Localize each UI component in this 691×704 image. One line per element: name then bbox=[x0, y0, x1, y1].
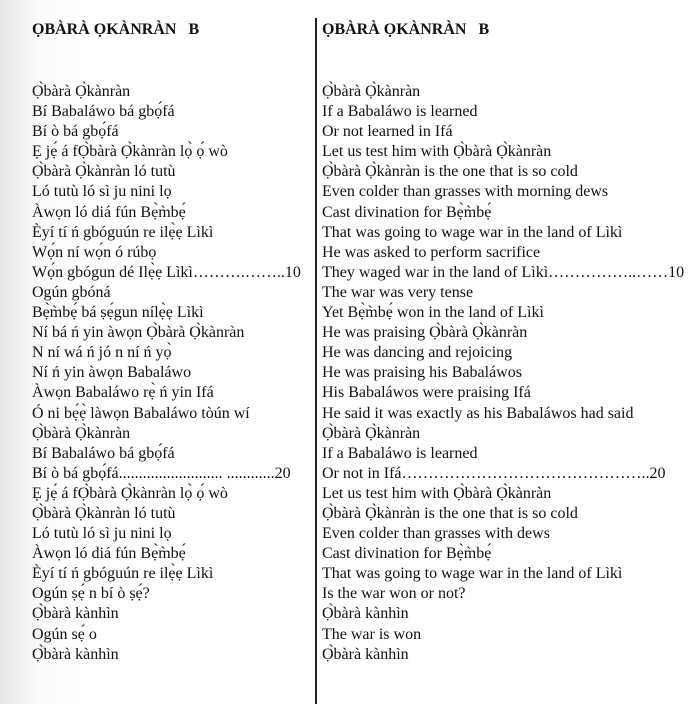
verse-line: Ogún sẹ́ o bbox=[32, 625, 97, 643]
verse-line: Èyí tí ń gbóguún re ilẹ̀ẹ Lìkì bbox=[32, 565, 214, 583]
verse-line: Yet Bẹ̀m̀bẹ́ won in the land of Lìkì bbox=[322, 304, 544, 322]
column-divider bbox=[315, 18, 317, 704]
verse-line: Bí ò bá gbọ́fá bbox=[32, 123, 119, 141]
english-verse-lines bbox=[322, 82, 684, 665]
verse-line: Or not learned in Ifá bbox=[322, 123, 453, 141]
verse-line: Àwọn ló diá fún Bẹ̀m̀bẹ́ bbox=[32, 203, 186, 221]
verse-line: Ọ̀bàrà kànhìn bbox=[32, 605, 119, 623]
yoruba-heading: ỌBÀRÀ ỌKÀNRÀN B bbox=[32, 21, 200, 38]
verse-line: Ogún ṣẹ́ n bí ò ṣẹ́? bbox=[32, 585, 150, 603]
verse-line: If a Babaláwo is learned bbox=[322, 103, 478, 121]
verse-line: Ọ̀bàrà Ọ̀kànràn bbox=[32, 83, 131, 100]
verse-line: Bẹ̀m̀bẹ́ bá ṣẹ́gun nílẹ̀ẹ Lìkì bbox=[32, 304, 204, 322]
verse-line: He was asked to perform sacrifice bbox=[322, 243, 541, 261]
verse-line: Cast divination for Bẹ̀m̀bẹ́ bbox=[322, 203, 492, 221]
verse-line: Ọ̀bàrà kànhìn bbox=[322, 645, 409, 663]
verse-line: Let us test him with Ọ̀bàrà Ọ̀kànràn bbox=[322, 143, 552, 161]
verse-line: Ogún gbóná bbox=[32, 283, 111, 301]
verse-line: Ọ̀bàrà Ọ̀kànràn bbox=[32, 424, 131, 442]
verse-line: Ọ̀bàrà Ọ̀kànràn bbox=[322, 83, 421, 100]
yoruba-verse-lines bbox=[32, 82, 301, 665]
verse-line: Ní ń yin àwọn Babaláwo bbox=[32, 364, 192, 382]
verse-line: Ọ̀bàrà Ọ̀kànràn ló tutù bbox=[32, 163, 176, 181]
verse-line: Ló tutù ló sì ju nini lọ bbox=[32, 183, 172, 201]
verse-line: If a Babaláwo is learned bbox=[322, 444, 478, 462]
verse-line: Ẹ jẹ́ á fỌ̀bàrà Ọ̀kànràn lọ̀ ọ́ wò bbox=[32, 484, 228, 502]
verse-line: Even colder than grasses with dews bbox=[322, 525, 550, 543]
verse-line: N ní wá ń jó n ní ń yọ̀ bbox=[32, 344, 172, 362]
verse-line: That was going to wage war in the land of Lìkì bbox=[322, 565, 623, 583]
verse-line: Èyí tí ń gbóguún re ilẹ̀ẹ Lìkì bbox=[32, 223, 214, 241]
verse-line: Bí Babaláwo bá gbọ́fá bbox=[32, 444, 175, 462]
verse-line: His Babaláwos were praising Ifá bbox=[322, 384, 531, 402]
verse-line: Is the war won or not? bbox=[322, 585, 466, 603]
verse-line: They waged war in the land of Lìkì……………..……10 bbox=[322, 263, 685, 281]
verse-line: Or not in Ifá………………………………………..20 bbox=[322, 464, 666, 482]
verse-line: The war was very tense bbox=[322, 283, 474, 301]
verse-line: Cast divination for Bẹ̀m̀bẹ́ bbox=[322, 545, 492, 563]
verse-line: Ọ̀bàrà Ọ̀kànràn ló tutù bbox=[32, 504, 176, 522]
verse-line: Wọ́n ní wọ́n ó rúbọ bbox=[32, 243, 157, 261]
verse-line: Àwọn Babaláwo rẹ̀ ń yin Ifá bbox=[32, 384, 214, 402]
verse-line: Ẹ jẹ́ á fỌ̀bàrà Ọ̀kànràn lọ̀ ọ́ wò bbox=[32, 143, 228, 161]
verse-line: Ó ni bẹ́ẹ̀ làwọn Babaláwo tòún wí bbox=[32, 404, 250, 422]
verse-line: That was going to wage war in the land of Lìkì bbox=[322, 223, 623, 241]
verse-line: Ló tutù ló sì ju nini lọ bbox=[32, 525, 172, 543]
verse-line: Ní bá ń yin àwọn Ọ̀bàrà Ọ̀kànràn bbox=[32, 324, 245, 342]
verse-line: Wọ́n gbógun dé Ilẹ̀ẹ Lìkì……….……..10 bbox=[32, 263, 301, 281]
verse-line: Let us test him with Ọ̀bàrà Ọ̀kànràn bbox=[322, 484, 552, 502]
verse-line: He said it was exactly as his Babaláwos had said bbox=[322, 404, 634, 422]
verse-line: He was praising his Babaláwos bbox=[322, 364, 522, 382]
verse-line: Ọ̀bàrà Ọ̀kànràn is the one that is so cold bbox=[322, 163, 578, 181]
verse-line: The war is won bbox=[322, 625, 422, 643]
verse-line: Bí ò bá gbọ́fá.......................... ............20 bbox=[32, 464, 291, 482]
verse-line: Ọ̀bàrà Ọ̀kànràn is the one that is so cold bbox=[322, 504, 578, 522]
verse-line: Bí Babaláwo bá gbọ́fá bbox=[32, 103, 175, 121]
verse-line: He was dancing and rejoicing bbox=[322, 344, 513, 362]
verse-line: He was praising Ọ̀bàrà Ọ̀kànràn bbox=[322, 324, 528, 342]
verse-line: Ọ̀bàrà kànhìn bbox=[32, 645, 119, 663]
verse-line: Even colder than grasses with morning dews bbox=[322, 183, 609, 201]
verse-line: Ọ̀bàrà kànhìn bbox=[322, 605, 409, 623]
verse-line: Ọ̀bàrà Ọ̀kànràn bbox=[322, 424, 421, 442]
verse-line: Àwọn ló diá fún Bẹ̀m̀bẹ́ bbox=[32, 545, 186, 563]
english-heading: ỌBÀRÀ ỌKÀNRÀN B bbox=[322, 21, 490, 38]
